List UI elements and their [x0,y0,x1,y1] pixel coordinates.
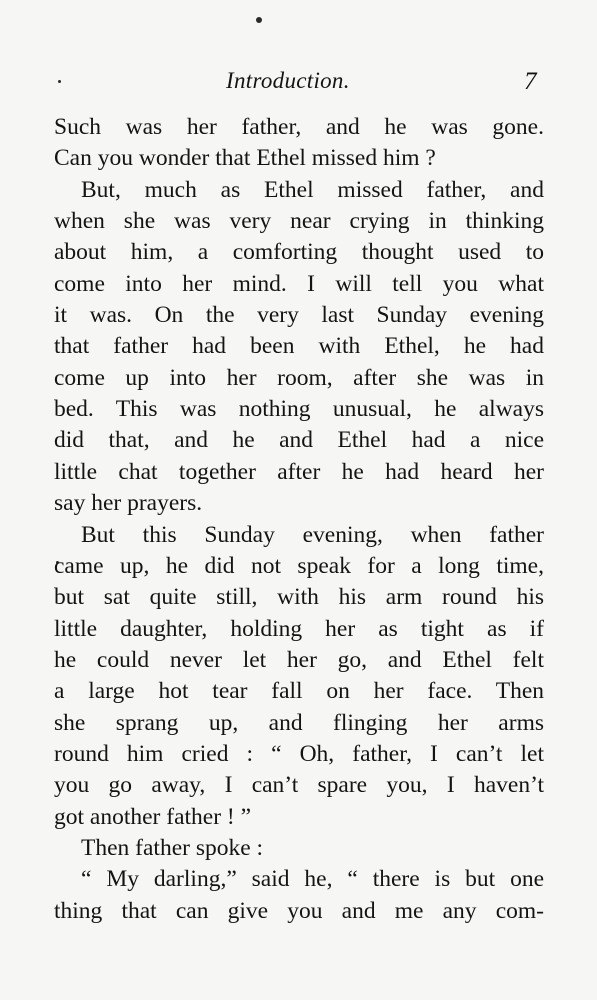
text-line: came up, he did not speak for a long time, [54,553,544,579]
text-line: come into her mind. I will tell you what [54,271,544,297]
text-line: she sprang up, and flinging her arms [54,710,544,736]
text-line: bed. This was nothing unusual, he always [54,396,544,422]
text-line: he could never let her go, and Ethel felt [54,647,544,673]
text-line: come up into her room, after she was in [54,365,544,391]
text-line: but sat quite still, with his arm round his [54,584,544,610]
paragraph-first-line: Then father spoke : [81,835,264,861]
text-line: little daughter, holding her as tight as if [54,616,544,642]
text-line: about him, a comforting thought used to [54,239,544,265]
text-line: got another father ! ” [54,804,252,830]
text-line: little chat together after he had heard her [54,459,544,485]
text-line: round him cried : “ Oh, father, I can’t let [54,741,544,767]
paragraph-first-line: But this Sunday evening, when father [81,522,544,548]
text-line: when she was very near crying in thinking [54,208,544,234]
text-line: a large hot tear fall on her face. Then [54,678,544,704]
paragraph-first-line: But, much as Ethel missed father, and [81,177,544,203]
text-line: that father had been with Ethel, he had [54,333,544,359]
page-number: 7 [524,68,537,95]
text-line: it was. On the very last Sunday evening [54,302,544,328]
text-line: Can you wonder that Ethel missed him ? [54,145,436,171]
text-line: thing that can give you and me any com- [54,898,544,924]
text-line: say her prayers. [54,490,203,516]
page-header [0,68,597,104]
text-line: did that, and he and Ethel had a nice [54,427,544,453]
text-line: Such was her father, and he was gone. [54,114,544,140]
ink-speck [256,17,262,23]
paragraph-first-line: “ My darling,” said he, “ there is but one [81,866,544,892]
running-title: Introduction. [226,68,350,93]
text-line: you go away, I can’t spare you, I haven’t [54,772,544,798]
